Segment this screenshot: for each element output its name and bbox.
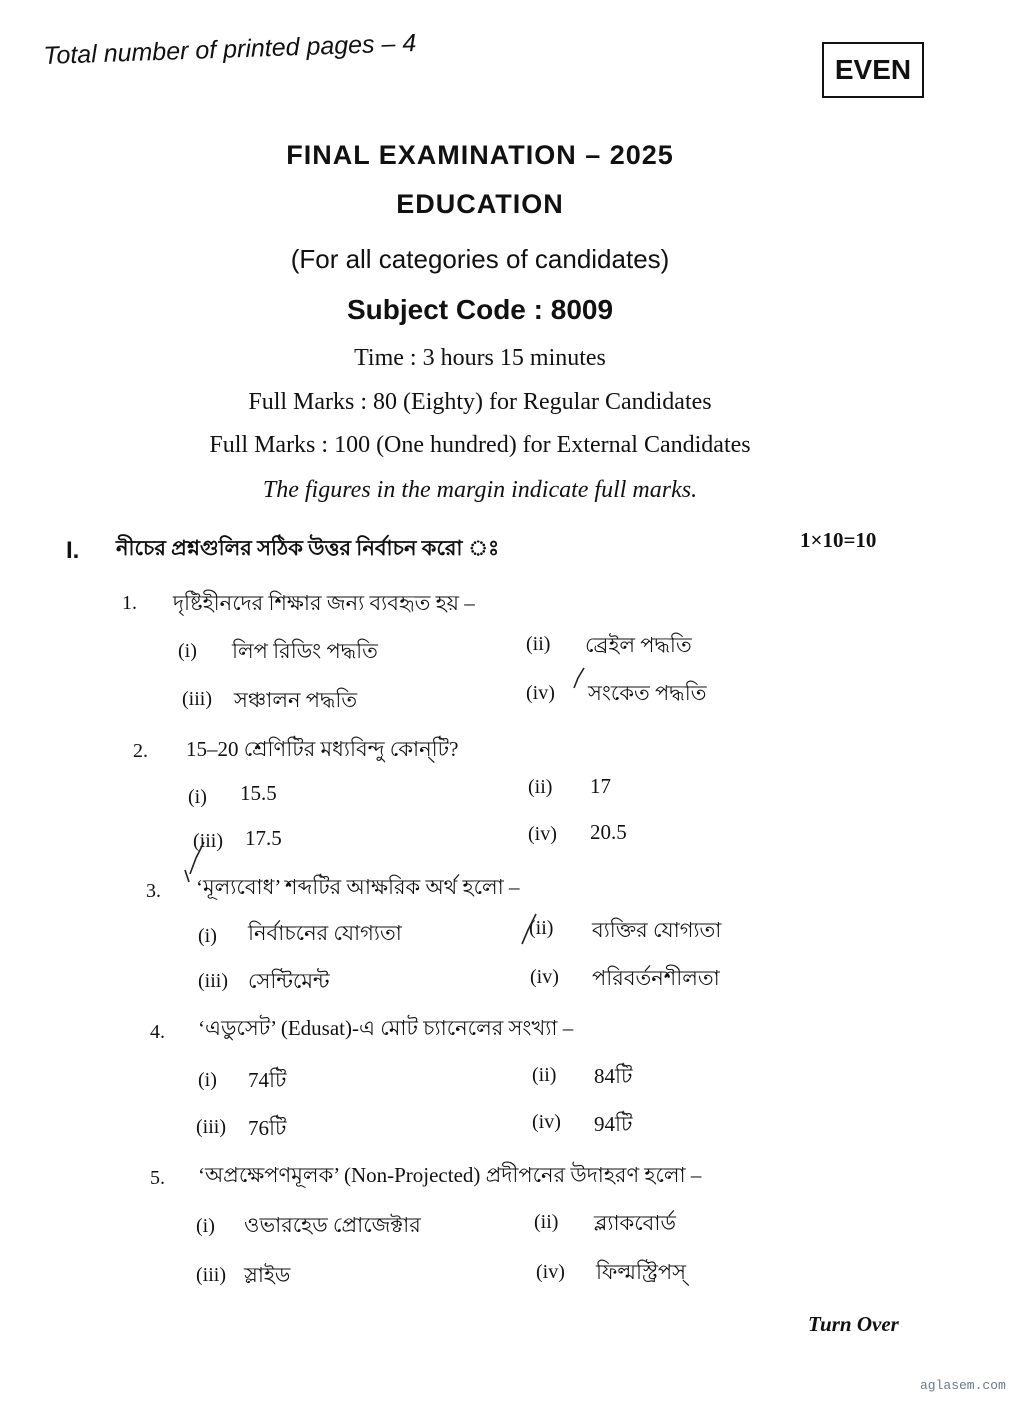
turn-over-label: Turn Over xyxy=(808,1312,899,1336)
option-text: পরিবর্তনশীলতা xyxy=(592,966,720,990)
question-number: 4. xyxy=(150,1021,165,1043)
option-label: (iii) xyxy=(193,830,223,852)
option-text: ব্যক্তির যোগ্যতা xyxy=(592,918,722,942)
option-label: (iii) xyxy=(196,1264,226,1286)
option-label: (iii) xyxy=(196,1116,226,1138)
option-text: ব্ল্যাকবোর্ড xyxy=(594,1211,676,1235)
question-text: দৃষ্টিহীনদের শিক্ষার জন্য ব্যবহৃত হয় – xyxy=(173,591,475,615)
option-label: (iv) xyxy=(536,1261,565,1283)
option-label: (i) xyxy=(198,1069,217,1091)
pen-tick-mark xyxy=(574,668,584,688)
option-text: 15.5 xyxy=(240,781,277,805)
subject-code: Subject Code : 8009 xyxy=(346,294,614,325)
option-text: 17.5 xyxy=(245,826,282,850)
candidate-categories: (For all categories of candidates) xyxy=(290,244,670,274)
section-marks: 1×10=10 xyxy=(800,528,877,552)
full-marks-external: Full Marks : 100 (One hundred) for External Candidates xyxy=(209,432,751,458)
option-text: 20.5 xyxy=(590,820,627,844)
question-number: 5. xyxy=(150,1167,165,1189)
subject-title: EDUCATION xyxy=(396,189,564,219)
question-text: 15–20 শ্রেণিটির মধ্যবিন্দু কোন্‌টি? xyxy=(186,737,459,761)
option-label: (iv) xyxy=(532,1111,561,1133)
option-label: (iii) xyxy=(182,688,212,710)
section-number: I. xyxy=(66,537,80,564)
option-label: (i) xyxy=(188,786,207,808)
option-text: সঞ্চালন পদ্ধতি xyxy=(234,688,358,712)
full-marks-regular: Full Marks : 80 (Eighty) for Regular Candidates xyxy=(248,389,712,415)
option-text: 84টি xyxy=(594,1064,633,1088)
option-label: (ii) xyxy=(532,1064,557,1086)
printed-pages-note: Total number of printed pages – 4 xyxy=(42,29,417,71)
option-label: (ii) xyxy=(528,776,553,798)
question-text: ‘অপ্রক্ষেপণমূলক’ (Non-Projected) প্রদীপনের উদাহরণ হলো – xyxy=(198,1163,702,1187)
option-text: ওভারহেড প্রোজেক্টার xyxy=(244,1213,421,1237)
question-number: 2. xyxy=(133,740,148,762)
pen-tick-mark xyxy=(190,842,204,874)
option-label: (iv) xyxy=(530,966,559,988)
option-text: 17 xyxy=(590,774,611,798)
watermark: aglasem.com xyxy=(920,1378,1006,1393)
question-text: ‘মূল্যবোধ’ শব্দটির আক্ষরিক অর্থ হলো – xyxy=(196,875,520,899)
option-text: ফিল্মস্ট্রিপস্‌ xyxy=(596,1260,687,1284)
option-label: (iv) xyxy=(526,682,555,704)
option-label: (ii) xyxy=(534,1211,559,1233)
option-text: 94টি xyxy=(594,1112,633,1136)
figures-note: The figures in the margin indicate full marks. xyxy=(262,477,698,503)
option-text: 74টি xyxy=(248,1068,287,1092)
question-number: 3. xyxy=(146,880,161,902)
option-text: ব্রেইল পদ্ধতি xyxy=(585,633,692,657)
set-badge: EVEN xyxy=(822,42,924,98)
exam-time: Time : 3 hours 15 minutes xyxy=(354,345,606,371)
option-text: স্লাইড xyxy=(244,1263,291,1287)
option-label: (i) xyxy=(178,640,197,662)
option-label: (ii) xyxy=(526,633,551,655)
option-label: (iv) xyxy=(528,823,557,845)
pen-tick-mark xyxy=(522,914,536,944)
option-text: সংকেত পদ্ধতি xyxy=(588,681,707,705)
pen-tick-mark xyxy=(185,870,189,882)
option-label: (ii) xyxy=(529,917,554,939)
option-label: (i) xyxy=(198,925,217,947)
exam-title: FINAL EXAMINATION – 2025 xyxy=(286,140,674,170)
option-label: (i) xyxy=(196,1215,215,1237)
option-text: সেন্টিমেন্ট xyxy=(248,969,330,993)
option-text: লিপ রিডিং পদ্ধতি xyxy=(232,639,378,663)
option-text: 76টি xyxy=(248,1116,287,1140)
question-number: 1. xyxy=(122,592,137,614)
option-text: নির্বাচনের যোগ্যতা xyxy=(248,921,402,945)
option-label: (iii) xyxy=(198,970,228,992)
question-text: ‘এডুসেট’ (Edusat)-এ মোট চ্যানেলের সংখ্যা – xyxy=(198,1016,574,1040)
section-instruction: নীচের প্রশ্নগুলির সঠিক উত্তর নির্বাচন করো ঃ xyxy=(116,536,500,560)
